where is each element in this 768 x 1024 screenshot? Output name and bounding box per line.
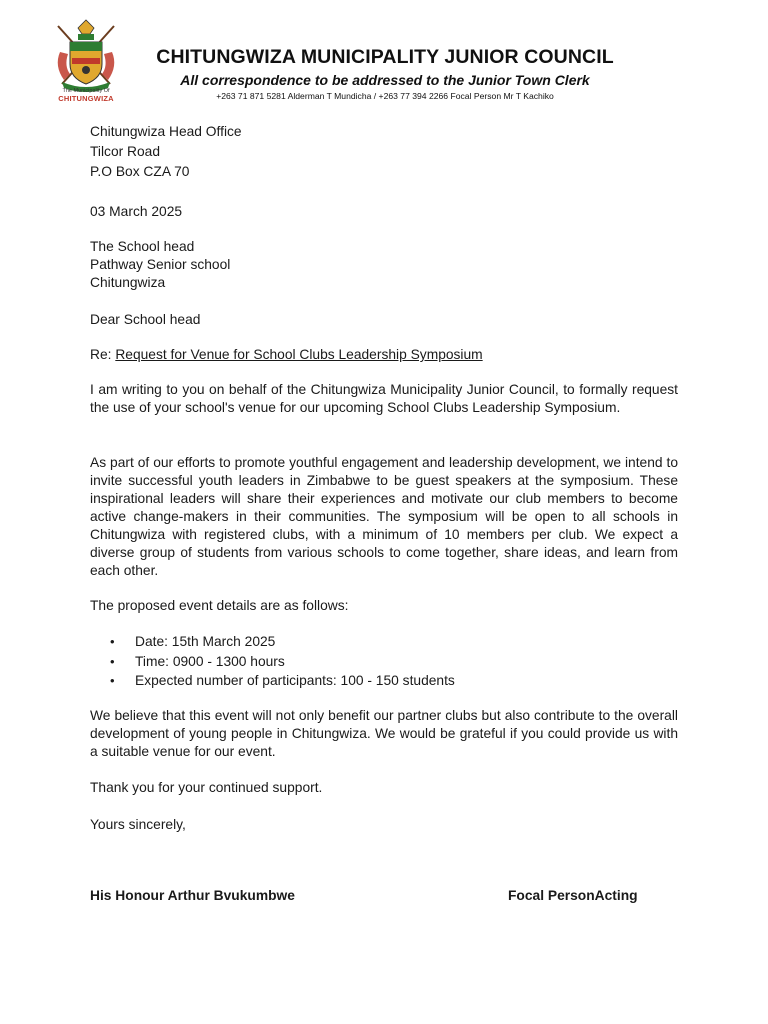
letterhead-contact: +263 71 871 5281 Alderman T Mundicha / +263 77 394 2266 Focal Person Mr T Kachiko <box>216 91 554 101</box>
recipient-address <box>90 238 678 292</box>
paragraph-details-intro: The proposed event details are as follows: <box>90 598 349 613</box>
re-subject: Request for Venue for School Clubs Leadership Symposium <box>115 347 483 362</box>
bullet-icon: • <box>110 634 115 649</box>
paragraph-closing: Yours sincerely, <box>90 817 186 832</box>
letterhead-title: CHITUNGWIZA MUNICIPALITY JUNIOR COUNCIL <box>156 46 614 68</box>
recipient-address-line: The School head <box>90 239 195 254</box>
list-item <box>110 671 670 691</box>
sender-address-line: P.O Box CZA 70 <box>90 164 190 179</box>
signatory-left: His Honour Arthur Bvukumbwe <box>90 888 295 903</box>
recipient-address-line: Chitungwiza <box>90 275 166 290</box>
crest-caption-small: The Municipality Of <box>62 88 110 94</box>
crest-caption-name: CHITUNGWIZA <box>58 94 114 103</box>
recipient-address-line: Pathway Senior school <box>90 257 231 272</box>
list-item <box>110 632 670 652</box>
bullet-icon: • <box>110 653 115 669</box>
paragraph-purpose: As part of our efforts to promote youthful engagement and leadership development, we intend to invite successful youth leaders in Zimbabwe to be guest speakers at the symposium. These inspirational leaders will share their experiences and motivate our club members to become active change-makers in their communities. The symposium will be open to all schools in Chitungwiza with registered clubs, with a minimum of 10 members per club. We expect a diverse group of students from various schools to come together, share ideas, and learn from each other. <box>90 455 678 578</box>
paragraph-intro: I am writing to you on behalf of the Chitungwiza Municipality Junior Council, to formally request the use of your school's venue for our upcoming School Clubs Leadership Symposium. <box>90 382 678 415</box>
event-details-list <box>110 632 670 691</box>
event-detail-text: Time: 0900 - 1300 hours <box>135 653 285 669</box>
letterhead-subtitle: All correspondence to be addressed to the Junior Town Clerk <box>180 72 590 88</box>
crest-caption <box>48 88 124 102</box>
list-item <box>110 652 670 672</box>
re-line <box>90 346 678 364</box>
event-detail-text: Expected number of participants: 100 - 150 students <box>135 673 455 688</box>
bullet-icon: • <box>110 673 115 688</box>
signatory-right: Focal PersonActing <box>508 888 638 903</box>
event-detail-text: Date: 15th March 2025 <box>135 634 276 649</box>
sender-address-line: Tilcor Road <box>90 144 161 159</box>
letter-date: 03 March 2025 <box>90 204 183 219</box>
paragraph-thanks: Thank you for your continued support. <box>90 780 323 795</box>
re-prefix: Re: <box>90 347 116 362</box>
sender-address-line: Chitungwiza Head Office <box>90 124 242 139</box>
paragraph-benefit: We believe that this event will not only benefit our partner clubs but also contribute to the overall development of young people in Chitungwiza. We would be grateful if you could provide us with a suitable venue for our event. <box>90 708 678 759</box>
salutation: Dear School head <box>90 312 201 327</box>
sender-address <box>90 122 678 182</box>
